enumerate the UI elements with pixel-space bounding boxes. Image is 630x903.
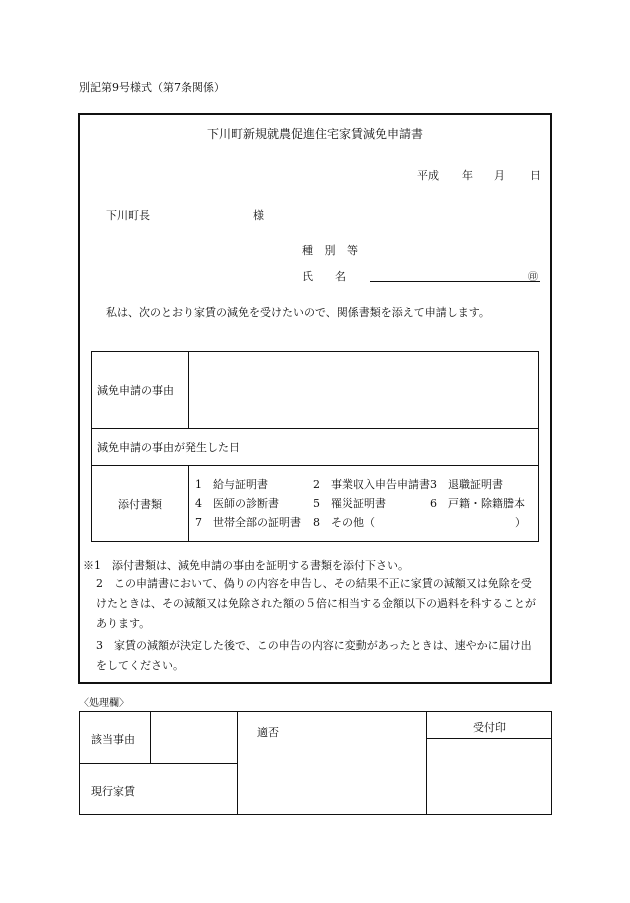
receipt-stamp-label: 受付印 — [473, 721, 506, 734]
doc-item: 3 退職証明書 — [430, 478, 503, 491]
note-2: 2 この申請書において、偽りの内容を申告し、その結果不正に家賃の減額又は免除を受けたときは、その減額又は免除された額の５倍に相当する金額以下の過料を科することがあります。 — [96, 577, 536, 630]
attachments-row — [195, 513, 538, 532]
date-month: 月 — [494, 169, 505, 182]
table-divider — [426, 738, 551, 739]
form-title: 下川町新規就農促進住宅家賃減免申請書 — [206, 127, 423, 141]
doc-item: ） — [515, 516, 526, 529]
form-number-label: 別記第9号様式（第7条関係） — [79, 81, 225, 94]
doc-item: 4 医師の診断書 — [195, 497, 279, 510]
doc-item: 8 その他（ — [313, 516, 375, 529]
date-day: 日 — [530, 169, 541, 182]
attachments-label: 添付書類 — [92, 466, 189, 542]
doc-item: 6 戸籍・除籍謄本 — [430, 497, 525, 510]
reduction-details-table — [91, 351, 539, 542]
occurrence-date-label: 減免申請の事由が発生した日 — [97, 441, 240, 454]
date-era: 平成 — [417, 169, 439, 182]
table-divider — [237, 712, 238, 814]
note-1: ※1 添付書類は、減免申請の事由を証明する書類を添付下さい。 — [83, 559, 409, 572]
doc-item: 7 世帯全部の証明書 — [195, 516, 301, 529]
attachments-row — [195, 475, 538, 494]
attachments-list — [189, 466, 539, 542]
application-statement: 私は、次のとおり家賃の減免を受けたいので、関係書類を添えて申請します。 — [106, 306, 490, 319]
applicant-name-label: 氏 名 — [302, 270, 346, 283]
honorific: 様 — [253, 209, 264, 222]
applicable-reason-label: 該当事由 — [91, 733, 135, 746]
addressee: 下川町長 — [106, 209, 150, 222]
date-year: 年 — [462, 169, 473, 182]
table-divider — [150, 712, 151, 763]
reason-field[interactable] — [189, 352, 539, 429]
approval-label: 適否 — [257, 726, 279, 739]
seal-mark: ㊞ — [528, 272, 538, 283]
attachments-row — [195, 494, 538, 513]
note-3: 3 家賃の減額が決定した後で、この申告の内容に変動があったときは、速やかに届け出をしてください。 — [96, 639, 532, 672]
reason-label: 減免申請の事由 — [92, 352, 189, 429]
processing-table — [79, 711, 552, 815]
applicant-name-line[interactable] — [370, 281, 540, 282]
doc-item: 1 給与証明書 — [195, 478, 268, 491]
occurrence-date-row — [92, 429, 539, 466]
processing-section-label: 〈処理欄〉 — [79, 698, 129, 709]
current-rent-label: 現行家賃 — [91, 785, 135, 798]
applicant-type-label: 種 別 等 — [302, 244, 362, 257]
doc-item: 5 罹災証明書 — [313, 497, 386, 510]
table-divider — [80, 763, 237, 764]
doc-item: 2 事業収入申告申請書 — [313, 478, 430, 491]
